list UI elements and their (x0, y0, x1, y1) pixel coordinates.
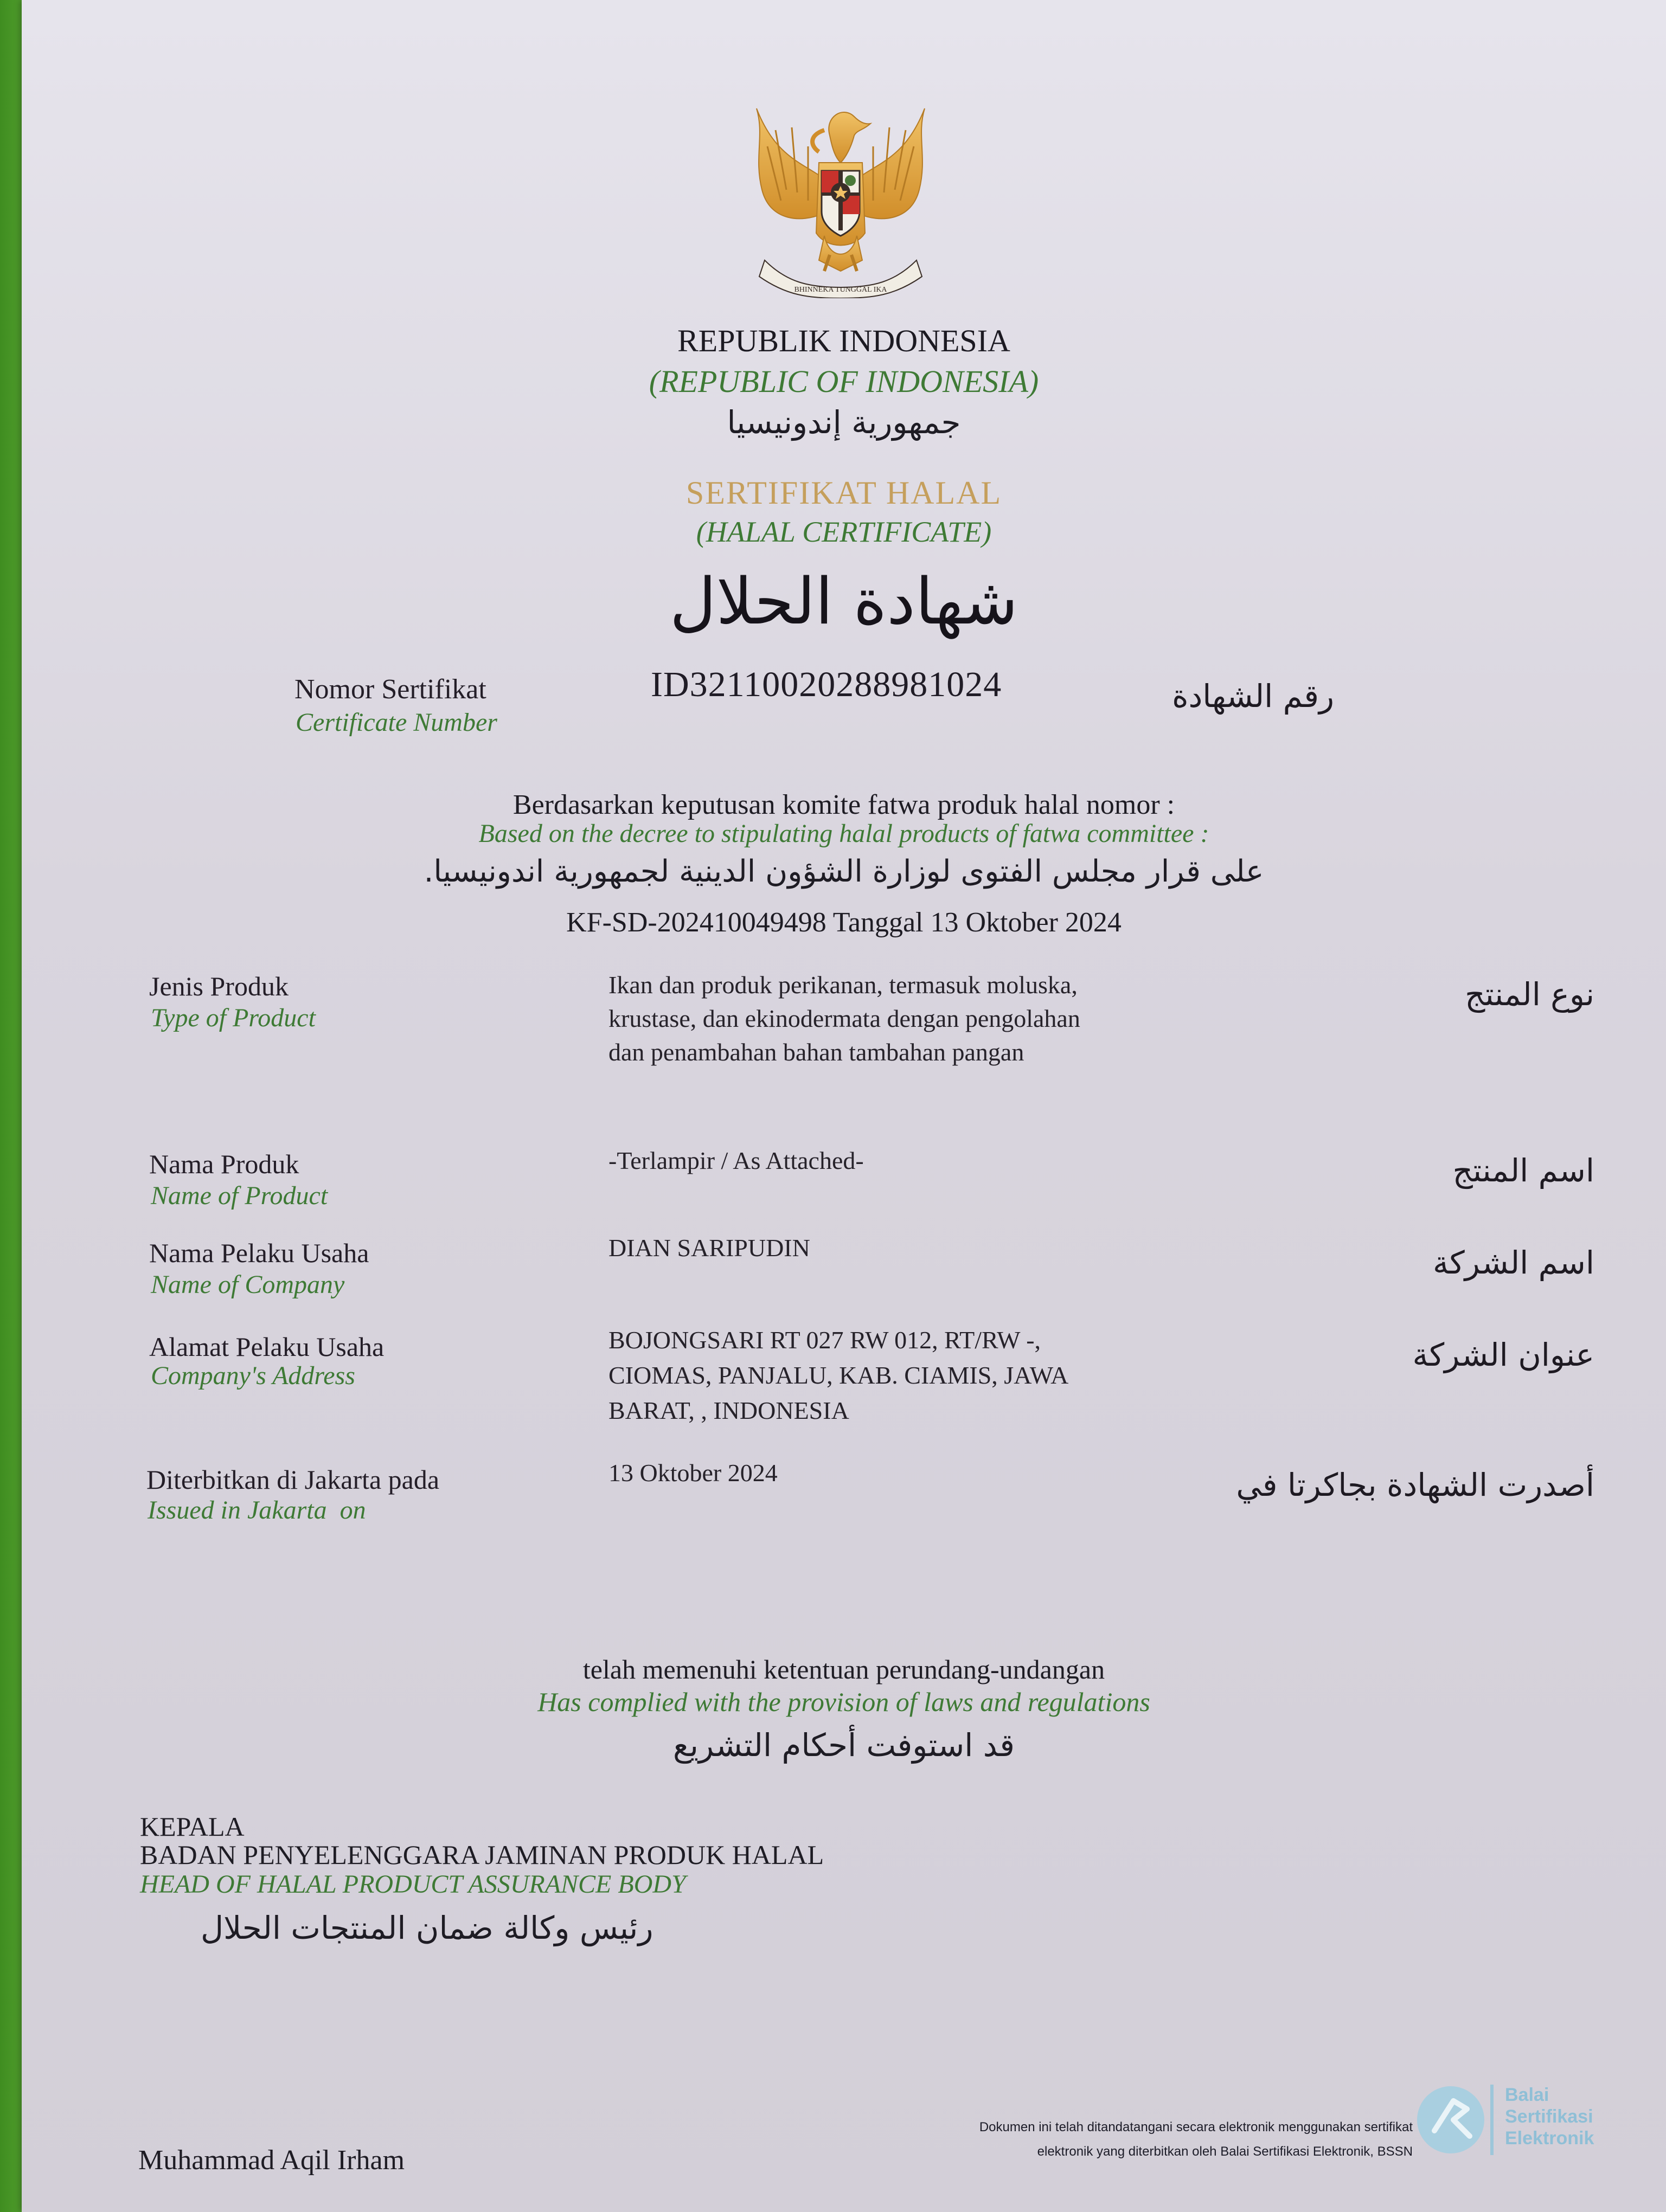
company-name-value: DIAN SARIPUDIN (608, 1234, 810, 1262)
name-of-product-label-en: Name of Product (151, 1181, 328, 1210)
signatory-agency-en: HEAD OF HALAL PRODUCT ASSURANCE BODY (140, 1870, 686, 1899)
signatory-name: Muhammad Aqil Irham (138, 2145, 405, 2176)
type-of-product-label-en: Type of Product (151, 1004, 316, 1032)
bsre-logo-text-3: Elektronik (1505, 2128, 1594, 2149)
bsre-logo-text-1: Balai (1505, 2085, 1549, 2105)
decree-number: KF-SD-202410049498 Tanggal 13 Oktober 2024 (566, 907, 1122, 938)
company-address-value-1: BOJONGSARI RT 027 RW 012, RT/RW -, (608, 1326, 1041, 1354)
e-signature-note-1: Dokumen ini telah ditandatangani secara elektronik menggunakan sertifikat (979, 2120, 1413, 2134)
decree-line-en: Based on the decree to stipulating halal products of fatwa committee : (478, 819, 1209, 848)
company-address-label: Alamat Pelaku Usaha (149, 1332, 385, 1362)
state-title-en: (REPUBLIC OF INDONESIA) (649, 364, 1039, 399)
company-address-value-2: CIOMAS, PANJALU, KAB. CIAMIS, JAWA (608, 1361, 1069, 1389)
type-of-product-label: Jenis Produk (149, 971, 289, 1001)
certificate-number-label: Nomor Sertifikat (294, 674, 486, 705)
type-of-product-value-2: krustase, dan ekinodermata dengan pengolahan (608, 1005, 1080, 1032)
certificate-sheet (22, 0, 1666, 2212)
compliance-line-ar: قد استوفت أحكام التشريع (673, 1727, 1015, 1764)
garuda-emblem-icon (743, 98, 938, 298)
type-of-product-value-1: Ikan dan produk perikanan, termasuk moluska, (608, 971, 1078, 999)
state-title-ar: جمهورية إندونيسيا (727, 404, 961, 441)
signatory-title: KEPALA (140, 1811, 245, 1842)
type-of-product-value-3: dan penambahan bahan tambahan pangan (608, 1038, 1024, 1066)
certificate-title: SERTIFIKAT HALAL (685, 475, 1002, 511)
company-address-label-en: Company's Address (151, 1361, 355, 1390)
name-of-product-value: -Terlampir / As Attached- (608, 1147, 864, 1174)
decree-line-id: Berdasarkan keputusan komite fatwa produk halal nomor : (512, 789, 1175, 820)
issued-date-value: 13 Oktober 2024 (608, 1459, 778, 1487)
bsre-logo-icon (1415, 2079, 1497, 2160)
company-name-label-ar: اسم الشركة (1433, 1244, 1594, 1281)
compliance-line-id: telah memenuhi ketentuan perundang-undangan (582, 1654, 1105, 1684)
issued-label-en: Issued in Jakarta on (148, 1496, 366, 1525)
certificate-number-label-en: Certificate Number (296, 708, 497, 737)
company-address-label-ar: عنوان الشركة (1412, 1336, 1594, 1373)
name-of-product-label-ar: اسم المنتج (1452, 1152, 1594, 1189)
name-of-product-label: Nama Produk (149, 1149, 299, 1179)
company-address-value-3: BARAT, , INDONESIA (608, 1397, 849, 1424)
certificate-number: ID32110020288981024 (651, 665, 1002, 704)
type-of-product-label-ar: نوع المنتج (1465, 976, 1594, 1013)
issued-label-ar: أصدرت الشهادة بجاكرتا في (1236, 1467, 1594, 1503)
emblem-motto: BHINNEKA TUNGGAL IKA (794, 286, 887, 294)
company-name-label: Nama Pelaku Usaha (149, 1238, 369, 1268)
certificate-title-en: (HALAL CERTIFICATE) (696, 516, 992, 548)
e-signature-note-2: elektronik yang diterbitkan oleh Balai Sertifikasi Elektronik, BSSN (1037, 2144, 1413, 2159)
decree-line-ar: على قرار مجلس الفتوى لوزارة الشؤون الدينية لجمهورية اندونيسيا. (424, 854, 1264, 889)
state-title: REPUBLIK INDONESIA (677, 323, 1010, 358)
signatory-agency: BADAN PENYELENGGARA JAMINAN PRODUK HALAL (140, 1840, 824, 1870)
certificate-title-ar: شهادة الحلال (669, 564, 1018, 639)
signatory-agency-ar: رئيس وكالة ضمان المنتجات الحلال (201, 1909, 653, 1946)
bsre-logo-text-2: Sertifikasi (1505, 2106, 1593, 2127)
company-name-label-en: Name of Company (151, 1270, 345, 1299)
compliance-line-en: Has complied with the provision of laws and regulations (537, 1687, 1150, 1717)
issued-label: Diterbitkan di Jakarta pada (146, 1464, 440, 1495)
certificate-number-label-ar: رقم الشهادة (1172, 678, 1334, 715)
